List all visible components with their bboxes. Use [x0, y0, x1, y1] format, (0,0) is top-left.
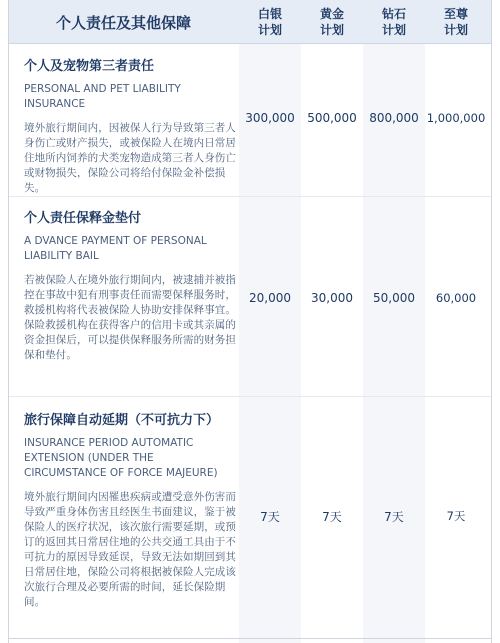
value-supreme: 1,000,000 [426, 111, 486, 125]
item-description: 若被保险人在境外旅行期间内，被逮捕并被指控在事故中犯有刑事责任而需要保释服务时，救援机构将代表被保险人协助安排保释事宜。保险救援机构在获得客户的信用卡或其亲属的资金担保后，可以提供保释服务所需的财务担保和垫付。 [24, 274, 236, 361]
value-diamond: 7天 [384, 510, 404, 524]
plan-header-diamond [363, 0, 425, 44]
value-gold: 7天 [322, 510, 342, 524]
row-divider [9, 396, 491, 397]
item-title: 个人责任保释金垫付 [24, 211, 142, 226]
item-english-title: INSURANCE PERIOD AUTOMATIC EXTENSION (UNDER THE CIRCUMSTANCE OF FORCE MAJEURE) [24, 437, 218, 479]
value-supreme: 60,000 [435, 291, 477, 305]
value-silver: 20,000 [249, 291, 291, 305]
column-shade-silver [239, 44, 301, 643]
table-bottom-border [8, 638, 492, 639]
column-shade-diamond [363, 44, 425, 643]
coverage-item-bail-advance [24, 210, 236, 363]
value-diamond: 50,000 [373, 291, 415, 305]
plan-name: 钻石 [381, 7, 406, 21]
value-gold: 500,000 [307, 111, 357, 125]
value-silver: 7天 [260, 510, 280, 524]
plan-header-silver [239, 0, 301, 44]
plan-name: 白银 [257, 7, 282, 21]
plan-suffix: 计划 [257, 23, 282, 37]
item-title: 个人及宠物第三者责任 [24, 59, 155, 74]
header-title: 个人责任及其他保障 [55, 13, 191, 32]
item-english-title: PERSONAL AND PET LIABILITY INSURANCE [24, 83, 181, 110]
plan-header-gold [301, 0, 363, 44]
plan-suffix: 计划 [381, 23, 406, 37]
coverage-item-personal-liability [24, 58, 236, 196]
value-silver: 300,000 [245, 111, 295, 125]
value-supreme: 7天 [446, 509, 466, 523]
coverage-item-auto-extension [24, 412, 236, 610]
plan-header-supreme [425, 0, 487, 44]
plan-suffix: 计划 [319, 23, 344, 37]
item-title: 旅行保障自动延期（不可抗力下） [24, 413, 220, 428]
item-description: 境外旅行期间内因罹患疾病或遭受意外伤害而导致严重身体伤害且经医生书面建议，鉴于被保险人的医疗状况，该次旅行需要延期，或预订的返回其日常居住地的公共交通工具由于不可抗力的原因导致延误，导致无法如期回到其日常居住地，保险公司将根据被保险人完成该次旅行合理及必要所需的时间，延长保险期间。 [24, 491, 236, 608]
plan-suffix: 计划 [443, 23, 468, 37]
item-english-title: A DVANCE PAYMENT OF PERSONAL LIABILITY BAIL [24, 235, 207, 262]
plan-name: 黄金 [319, 7, 344, 21]
value-gold: 30,000 [311, 291, 353, 305]
item-description: 境外旅行期间内，因被保人行为导致第三者人身伤亡或财产损失，或被保险人在境内日常居住地所内饲养的犬类宠物造成第三者人身伤亡或财物损失，保险公司将给付保险金补偿损失。 [24, 122, 236, 194]
value-diamond: 800,000 [369, 111, 419, 125]
plan-name: 至尊 [443, 7, 468, 21]
row-divider [9, 196, 491, 197]
table-header [9, 0, 491, 44]
